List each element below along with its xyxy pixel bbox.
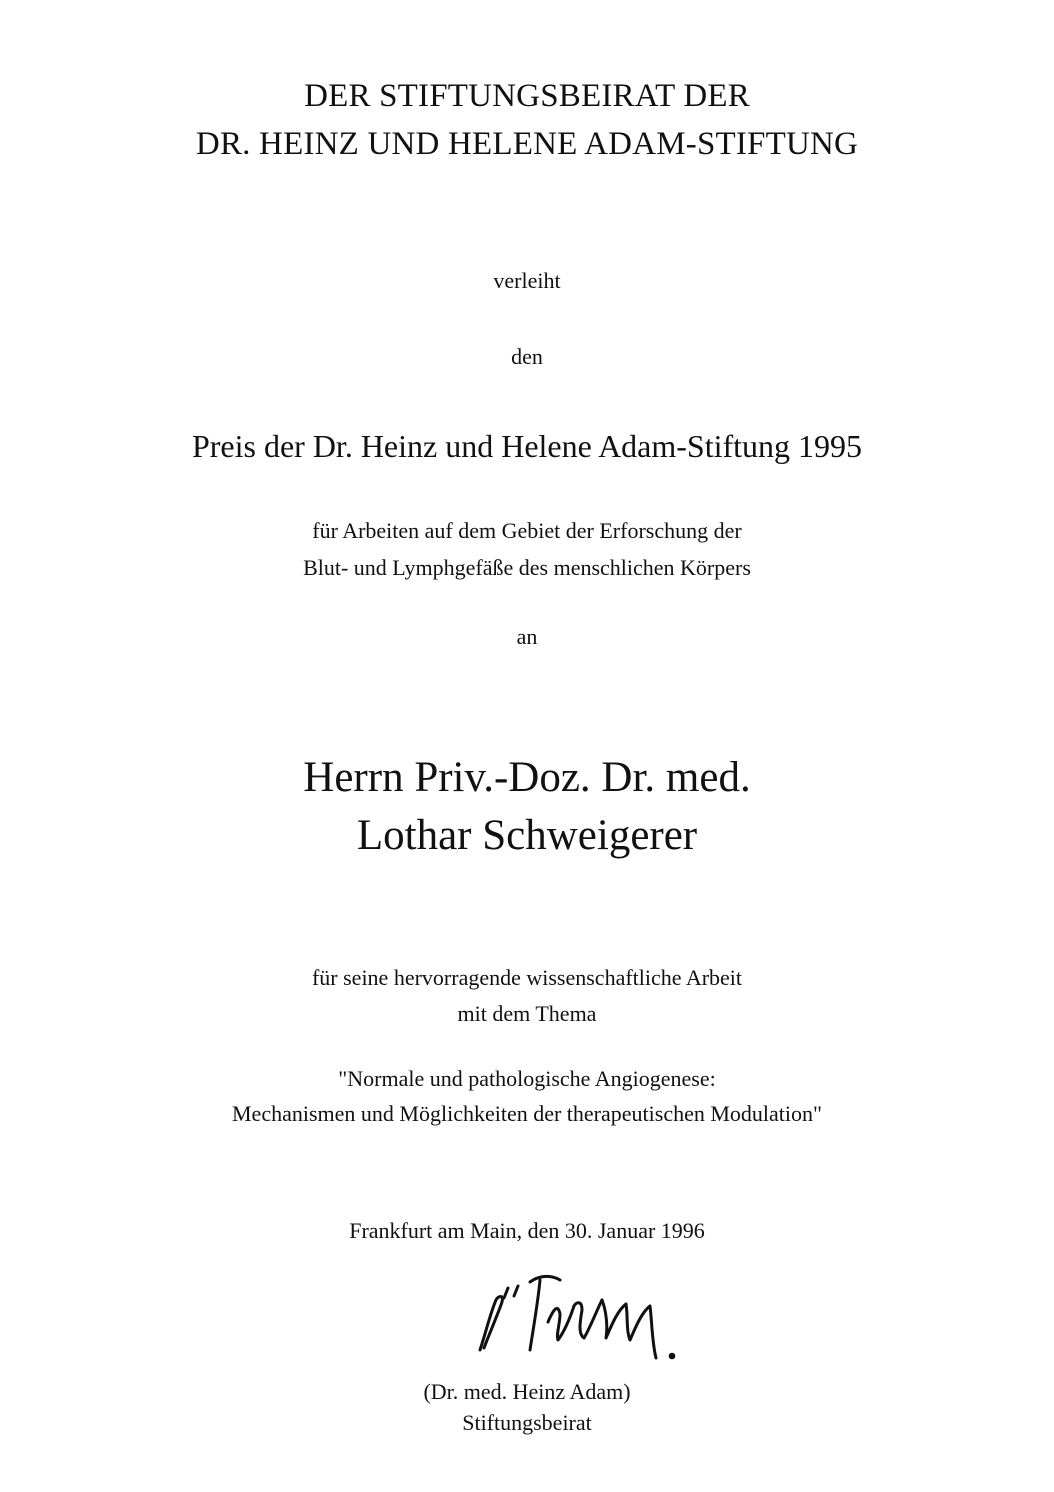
work-line-2: mit dem Thema <box>457 1001 597 1026</box>
header-line-1: DER STIFTUNGSBEIRAT DER <box>304 78 750 114</box>
den-text: den <box>511 344 543 369</box>
handwritten-signature-icon <box>460 1262 700 1382</box>
signatory-role: Stiftungsbeirat <box>462 1410 592 1435</box>
place-date: Frankfurt am Main, den 30. Januar 1996 <box>349 1218 705 1243</box>
recipient-line-2: Lothar Schweigerer <box>356 812 698 859</box>
work-line-1: für seine hervorragende wissenschaftliche Arbeit <box>311 965 743 990</box>
prize-title: Preis der Dr. Heinz und Helene Adam-Stiftung 1995 <box>191 428 863 464</box>
topic-line-2: Mechanismen und Möglichkeiten der therapeutischen Modulation" <box>232 1101 822 1126</box>
header-line-2: DR. HEINZ UND HELENE ADAM-STIFTUNG <box>195 126 859 162</box>
purpose-line-2: Blut- und Lymphgefäße des menschlichen Körpers <box>303 555 751 580</box>
topic-line-1: "Normale und pathologische Angiogenese: <box>338 1066 716 1091</box>
verleiht-text: verleiht <box>493 268 561 293</box>
an-text: an <box>516 624 538 649</box>
signatory-name: (Dr. med. Heinz Adam) <box>423 1379 631 1404</box>
purpose-line-1: für Arbeiten auf dem Gebiet der Erforschung der <box>312 518 742 543</box>
recipient-line-1: Herrn Priv.-Doz. Dr. med. <box>303 754 751 801</box>
